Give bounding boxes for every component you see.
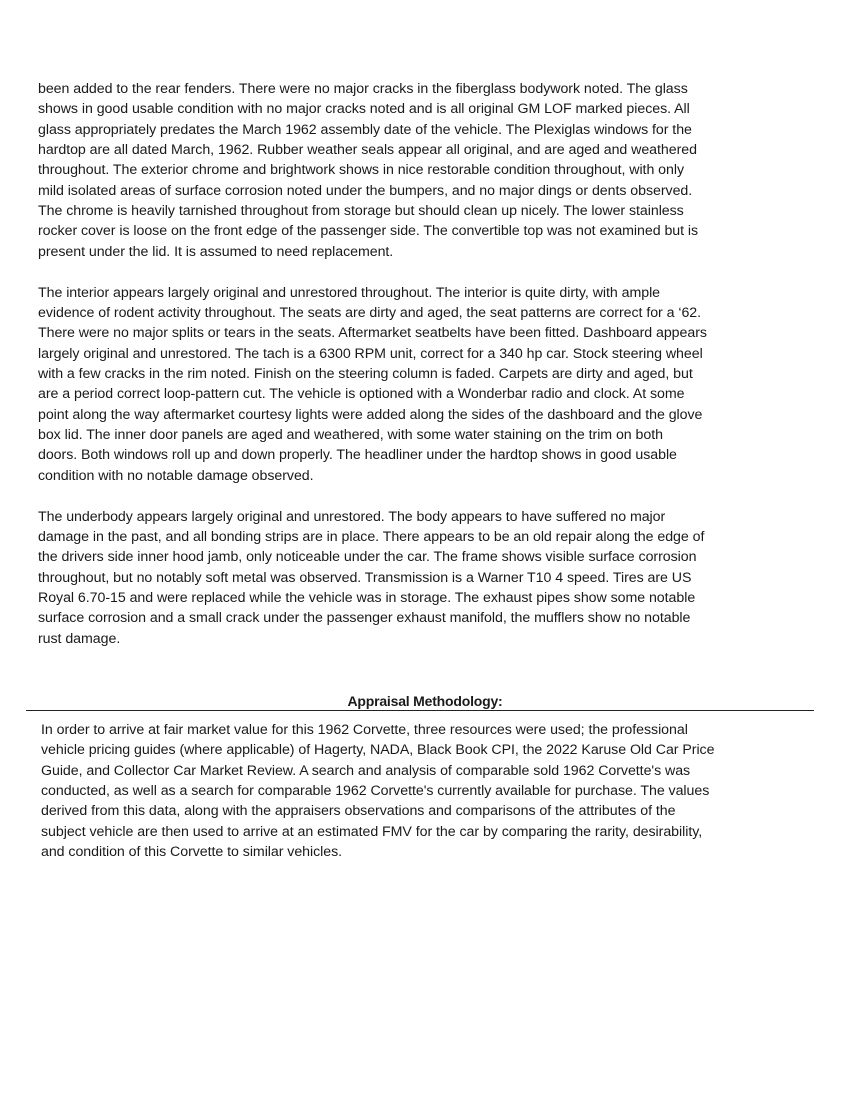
section-divider [26,710,814,711]
paragraph-line: There were no major splits or tears in the seats. Aftermarket seatbelts have been fitted. Dashboard appears [38,325,707,341]
paragraph-line: present under the lid. It is assumed to need replacement. [38,244,394,260]
paragraph-line: The interior appears largely original and unrestored throughout. The interior is quite dirty, with ample [38,285,661,301]
paragraph-line: with a few cracks in the rim noted. Finish on the steering column is faded. Carpets are dirty and aged, but [38,366,693,382]
paragraph-line: Royal 6.70-15 and were replaced while the vehicle was in storage. The exhaust pipes show some notable [38,590,696,606]
paragraph-line: In order to arrive at fair market value for this 1962 Corvette, three resources were used; the professional [41,722,688,738]
paragraph-line: shows in good usable condition with no major cracks noted and is all original GM LOF marked pieces. All [38,101,690,117]
paragraph-line: throughout, but no notably soft metal was observed. Transmission is a Warner T10 4 speed. Tires are US [38,570,692,586]
paragraph-line: damage in the past, and all bonding strips are in place. There appears to be an old repair along the edge of [38,529,705,545]
paragraph-line: throughout. The exterior chrome and brightwork shows in nice restorable condition throughout, with only [38,162,685,178]
paragraph-line: doors. Both windows roll up and down properly. The headliner under the hardtop shows in good usable [38,447,677,463]
paragraph-line: Guide, and Collector Car Market Review. A search and analysis of comparable sold 1962 Corvette's was [41,763,691,779]
paragraph-line: condition with no notable damage observed. [38,468,314,484]
paragraph-line: The chrome is heavily tarnished throughout from storage but should clean up nicely. The lower stainless [38,203,684,219]
paragraph-line: derived from this data, along with the appraisers observations and comparisons of the attributes of the [41,803,676,819]
paragraph-line: point along the way aftermarket courtesy lights were added along the sides of the dashboard and the glove [38,407,703,423]
paragraph-line: subject vehicle are then used to arrive at an estimated FMV for the car by comparing the rarity, desirability, [41,824,703,840]
paragraph-line: rocker cover is loose on the front edge of the passenger side. The convertible top was not examined but is [38,223,699,239]
paragraph-line: box lid. The inner door panels are aged and weathered, with some water staining on the trim on both [38,427,663,443]
paragraph-line: vehicle pricing guides (where applicable) of Hagerty, NADA, Black Book CPI, the 2022 Karuse Old Car Price [41,742,715,758]
paragraph-line: been added to the rear fenders. There were no major cracks in the fiberglass bodywork noted. The glass [38,81,688,97]
paragraph-line: evidence of rodent activity throughout. The seats are dirty and aged, the seat patterns are correct for a ‘62. [38,305,702,321]
paragraph-line: rust damage. [38,631,121,647]
paragraph-line: largely original and unrestored. The tach is a 6300 RPM unit, correct for a 340 hp car. Stock steering wheel [38,346,703,362]
paragraph-line: hardtop are all dated March, 1962. Rubber weather seals appear all original, and are aged and weathered [38,142,697,158]
section-heading: Appraisal Methodology: [347,693,503,709]
paragraph-line: the drivers side inner hood jamb, only noticeable under the car. The frame shows visible surface corrosion [38,549,697,565]
paragraph-line: are a period correct loop-pattern cut. The vehicle is optioned with a Wonderbar radio and clock. At some [38,386,685,402]
paragraph-line: The underbody appears largely original and unrestored. The body appears to have suffered no major [38,509,666,525]
paragraph-line: mild isolated areas of surface corrosion noted under the bumpers, and no major dings or dents observed. [38,183,693,199]
paragraph-line: glass appropriately predates the March 1962 assembly date of the vehicle. The Plexiglas windows for the [38,122,692,138]
paragraph-line: and condition of this Corvette to similar vehicles. [41,844,343,860]
paragraph-line: conducted, as well as a search for comparable 1962 Corvette's currently available for purchase. The values [41,783,710,799]
paragraph-line: surface corrosion and a small crack under the passenger exhaust manifold, the mufflers show no notable [38,610,691,626]
